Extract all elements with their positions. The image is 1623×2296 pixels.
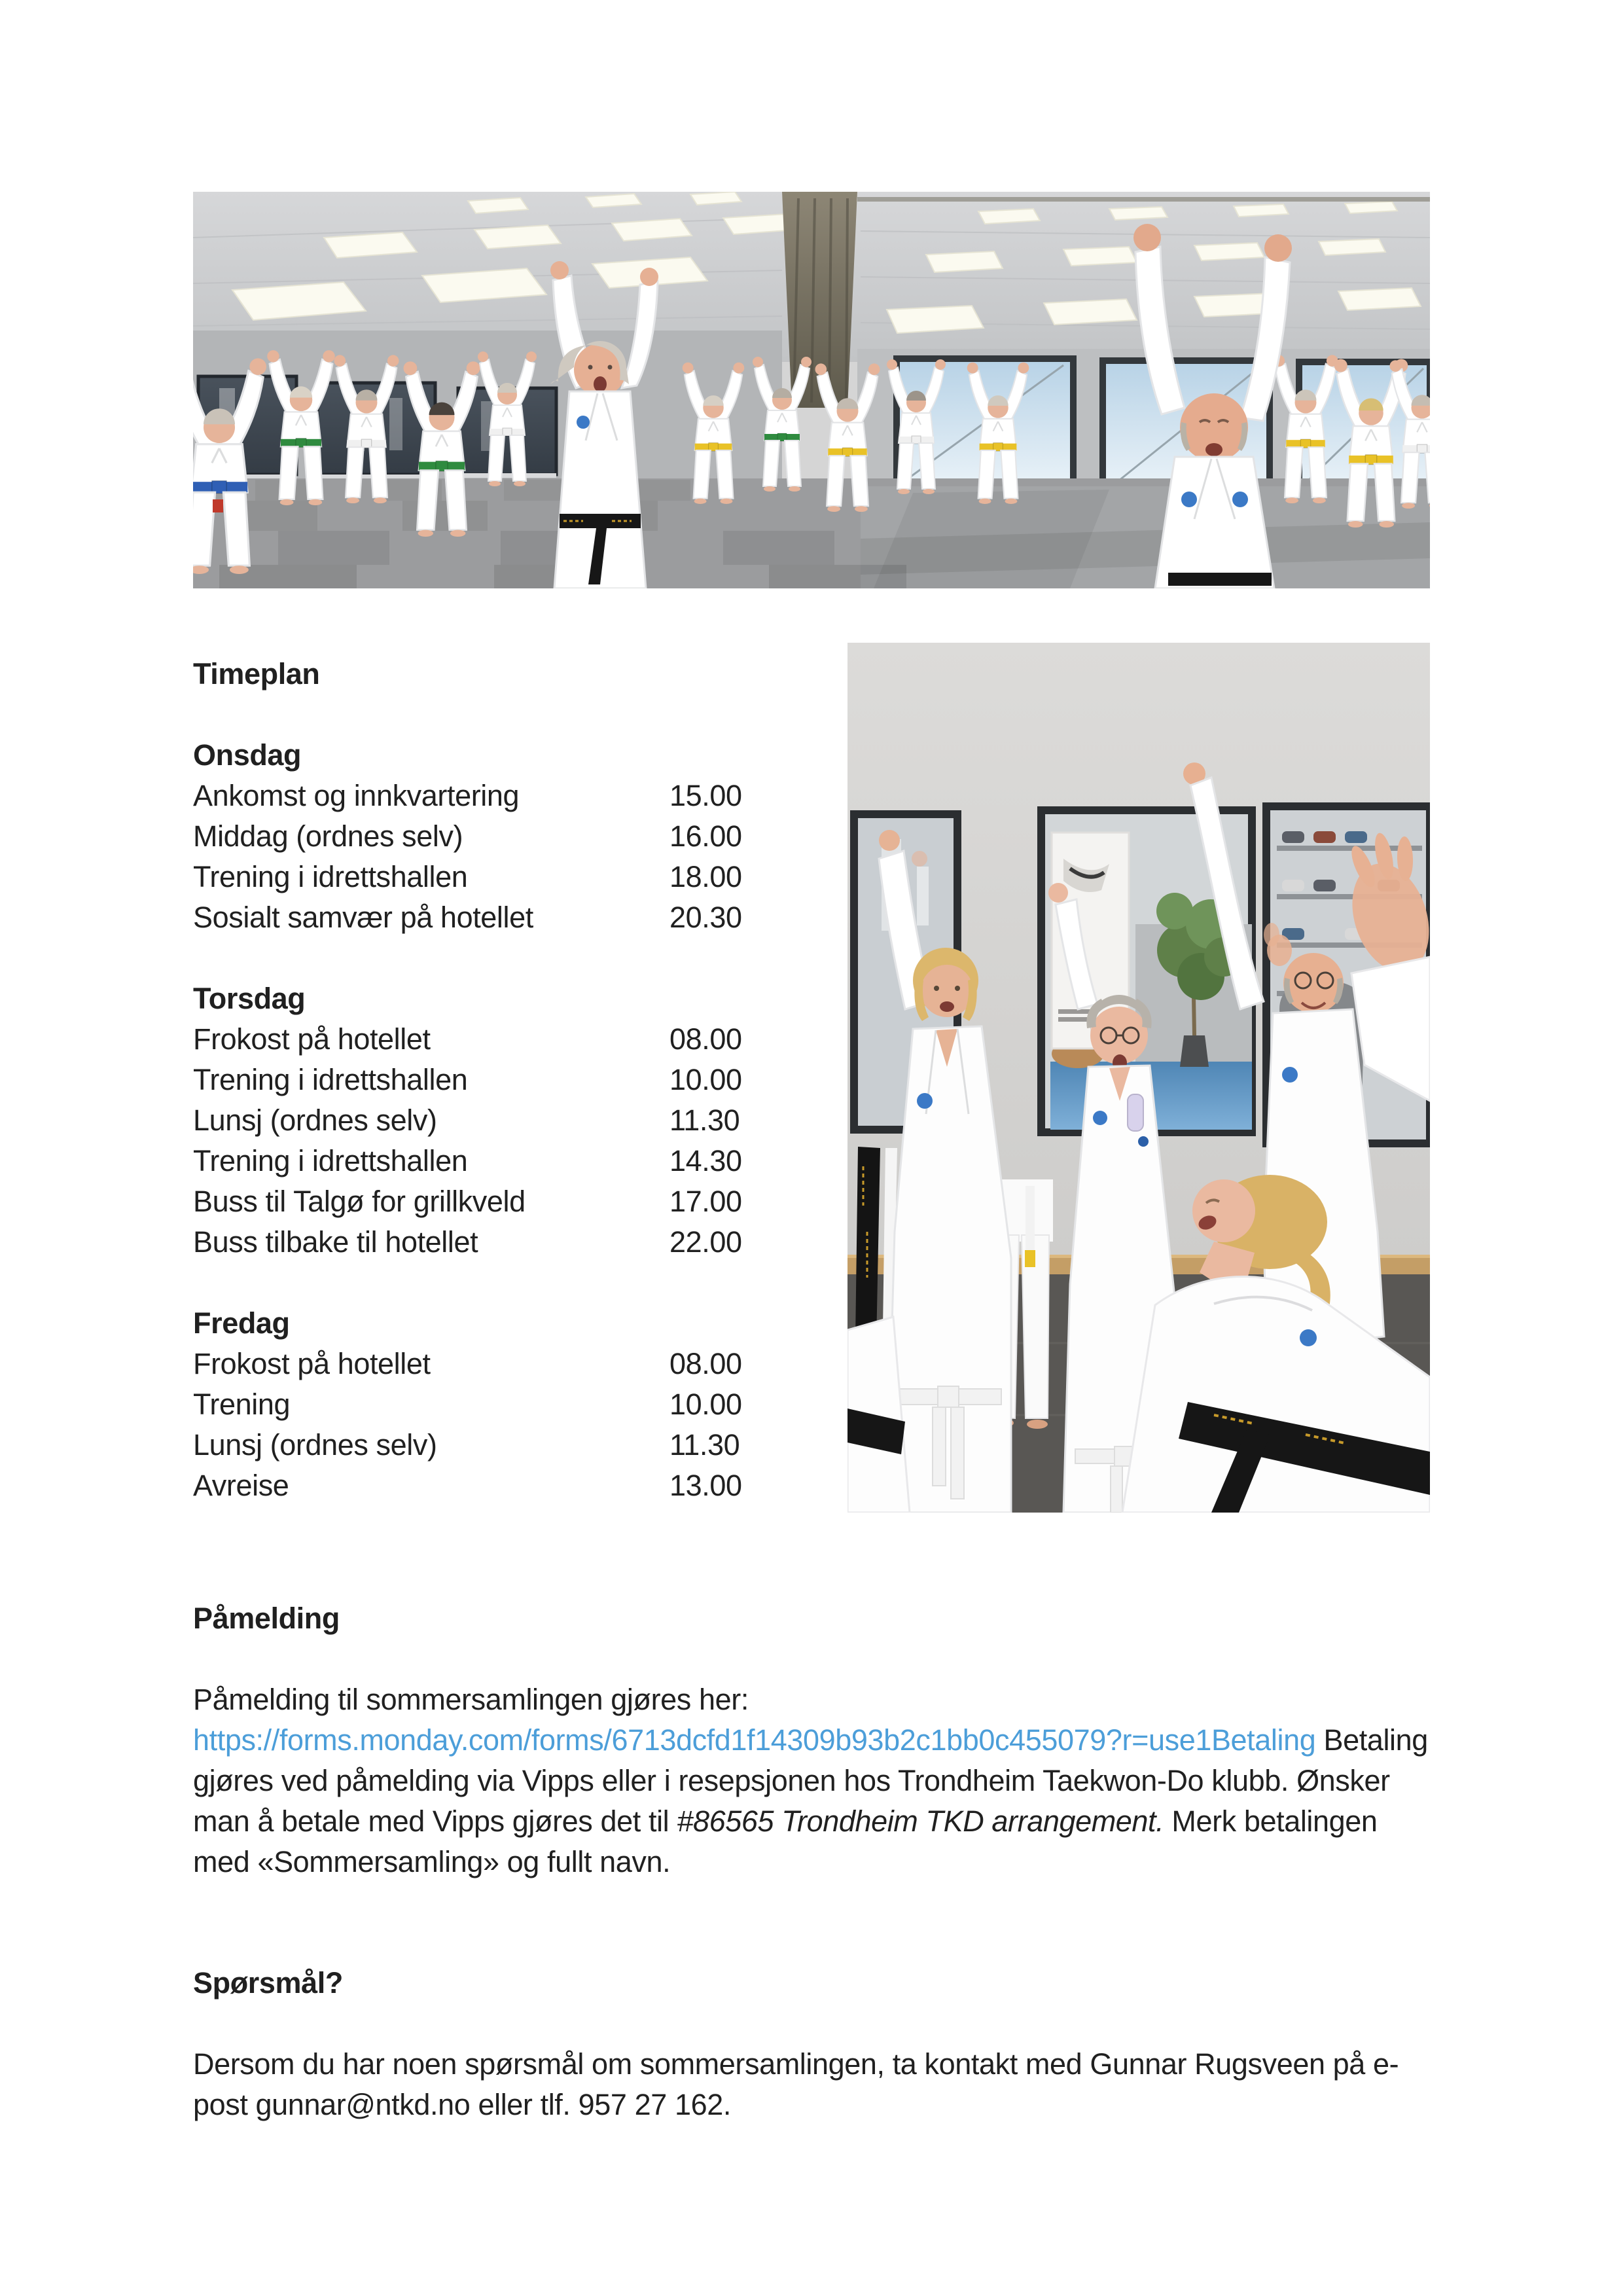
time-value: 14.30	[669, 1144, 742, 1177]
payment-note-text: Merk betalingen med «Sommersamling» og fullt navn.	[193, 1804, 1378, 1878]
activity-label: Lunsj (ordnes selv)	[193, 1428, 437, 1462]
timeplan-heading: Timeplan	[193, 657, 320, 691]
training-hall-illustration	[193, 192, 1430, 588]
time-value: 11.30	[669, 1428, 740, 1462]
schedule-row	[193, 1465, 854, 1506]
time-value: 13.00	[669, 1469, 742, 1502]
registration-heading: Påmelding	[193, 1602, 340, 1635]
training-hall-photo	[193, 192, 1430, 588]
day-label: Torsdag	[193, 982, 306, 1015]
schedule-row	[193, 1141, 854, 1181]
timeplan-section	[193, 654, 854, 1506]
activity-label: Frokost på hotellet	[193, 1022, 431, 1056]
schedule-row	[193, 1181, 854, 1222]
day-onsdag	[193, 735, 854, 938]
activity-label: Trening	[193, 1388, 291, 1421]
activity-label: Trening i idrettshallen	[193, 860, 468, 893]
celebration-photo	[847, 643, 1430, 1513]
activity-label: Avreise	[193, 1469, 289, 1502]
schedule-row	[193, 1019, 854, 1060]
time-value: 11.30	[669, 1103, 740, 1137]
time-value: 22.00	[669, 1225, 742, 1259]
schedule-row	[193, 1100, 854, 1141]
time-value: 08.00	[669, 1347, 742, 1380]
day-fredag	[193, 1303, 854, 1506]
schedule-row	[193, 776, 854, 816]
curtain-track	[857, 197, 1430, 202]
questions-paragraph: Dersom du har noen spørsmål om sommersamlingen, ta kontakt med Gunnar Rugsveen på e-post gunnar@ntkd.no eller tlf. 957 27 162.	[193, 2047, 1399, 2121]
celebration-illustration	[847, 643, 1430, 1513]
time-value: 20.30	[669, 901, 742, 934]
schedule-row	[193, 1425, 854, 1465]
schedule-row	[193, 857, 854, 897]
schedule-row	[193, 1384, 854, 1425]
time-value: 17.00	[669, 1185, 742, 1218]
activity-label: Lunsj (ordnes selv)	[193, 1103, 437, 1137]
questions-section	[193, 1963, 1430, 2125]
schedule-row	[193, 1060, 854, 1100]
questions-heading: Spørsmål?	[193, 1966, 343, 2000]
activity-label: Buss tilbake til hotellet	[193, 1225, 478, 1259]
day-label: Onsdag	[193, 738, 302, 772]
registration-section	[193, 1598, 1430, 1882]
activity-label: Frokost på hotellet	[193, 1347, 431, 1380]
day-label: Fredag	[193, 1306, 290, 1340]
activity-label: Ankomst og innkvartering	[193, 779, 520, 812]
time-value: 18.00	[669, 860, 742, 893]
schedule-row	[193, 897, 854, 938]
time-value: 16.00	[669, 819, 742, 853]
time-value: 08.00	[669, 1022, 742, 1056]
activity-label: Trening i idrettshallen	[193, 1063, 468, 1096]
activity-label: Buss til Talgø for grillkveld	[193, 1185, 526, 1218]
activity-label: Sosialt samvær på hotellet	[193, 901, 533, 934]
schedule-row	[193, 1222, 854, 1263]
time-value: 15.00	[669, 779, 742, 812]
schedule-row	[193, 816, 854, 857]
time-value: 10.00	[669, 1388, 742, 1421]
registration-form-link[interactable]: https://forms.monday.com/forms/6713dcfd1f14309b93b2c1bb0c455079?r=use1Betaling	[193, 1723, 1316, 1757]
day-torsdag	[193, 978, 854, 1263]
activity-label: Middag (ordnes selv)	[193, 819, 463, 853]
schedule-row	[193, 1344, 854, 1384]
activity-label: Trening i idrettshallen	[193, 1144, 468, 1177]
registration-intro: Påmelding til sommersamlingen gjøres her:	[193, 1683, 749, 1716]
vipps-reference-text: #86565 Trondheim TKD arrangement.	[677, 1804, 1164, 1838]
time-value: 10.00	[669, 1063, 742, 1096]
registration-paragraph	[193, 1679, 1430, 1882]
payment-text: Betaling gjøres ved påmelding via Vipps eller i resepsjonen hos Trondheim Taekwon-Do klubb. Ønsker man å betale med Vipps gjøres det til	[193, 1723, 1428, 1838]
